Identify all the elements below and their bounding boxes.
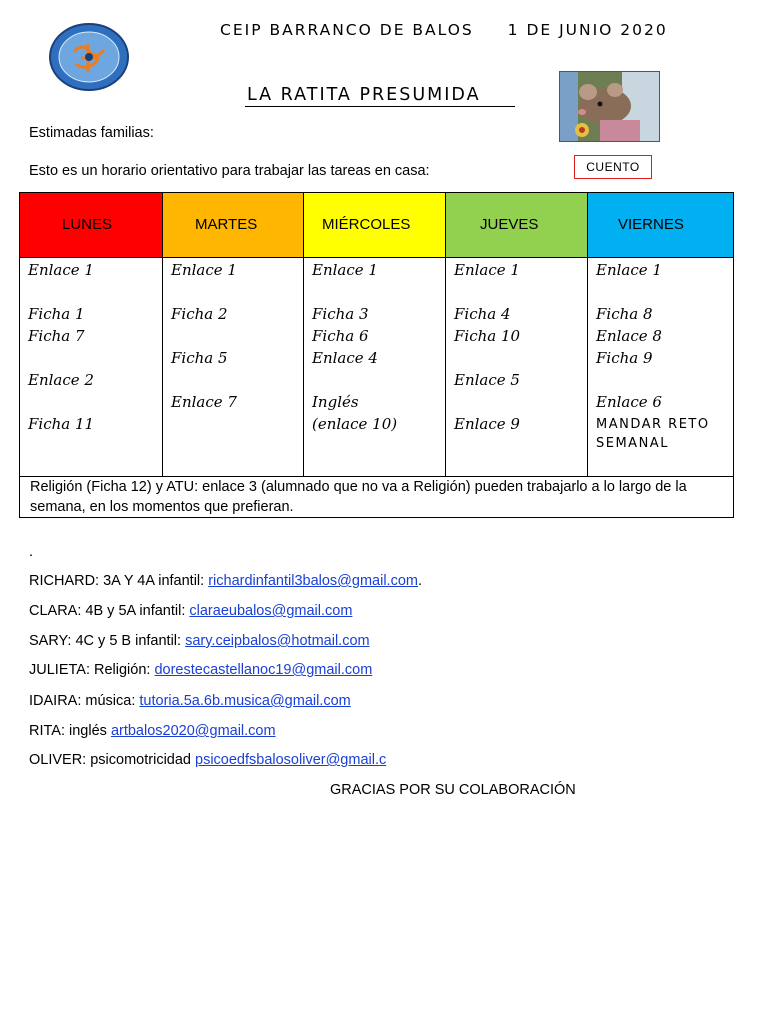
day-header-martes: MARTES <box>163 193 304 258</box>
story-illustration <box>559 71 660 142</box>
task-line: Enlace 5 <box>454 371 520 389</box>
task-line <box>596 369 733 391</box>
contact-richard <box>29 573 422 589</box>
task-line: Enlace 6 <box>596 393 662 411</box>
task-line: Enlace 1 <box>171 261 237 279</box>
document-date: 1 DE JUNIO 2020 <box>507 21 668 39</box>
task-line <box>28 391 162 413</box>
schedule-tasks-row <box>20 258 734 477</box>
task-line: Ficha 9 <box>596 349 653 367</box>
closing-thanks: GRACIAS POR SU COLABORACIÓN <box>330 782 576 798</box>
tasks-jueves <box>446 258 588 477</box>
task-line <box>171 281 303 303</box>
contact-label: IDAIRA: música: <box>29 693 140 709</box>
task-line: Enlace 1 <box>312 261 378 279</box>
task-line <box>454 391 587 413</box>
task-line <box>454 347 587 369</box>
day-header-miercoles: MIÉRCOLES <box>304 193 446 258</box>
tasks-martes <box>163 258 304 477</box>
email-link[interactable]: dorestecastellanoc19@gmail.com <box>154 662 373 678</box>
schedule-header-row <box>20 193 734 258</box>
task-line: Ficha 10 <box>454 327 521 345</box>
schedule-footer-row <box>20 477 734 518</box>
religion-note: Religión (Ficha 12) y ATU: enlace 3 (alumnado que no va a Religión) pueden trabajarlo a lo largo de la semana, en los momentos que prefieran. <box>20 477 734 518</box>
task-line: Enlace 8 <box>596 327 662 345</box>
weekly-schedule-table <box>19 192 734 518</box>
contact-sary <box>29 633 370 649</box>
contact-label: CLARA: 4B y 5A infantil: <box>29 603 190 619</box>
tasks-lunes <box>20 258 163 477</box>
school-name: CEIP BARRANCO DE BALOS <box>220 21 474 39</box>
email-link[interactable]: claraeubalos@gmail.com <box>189 603 353 619</box>
challenge-line: SEMANAL <box>596 436 669 451</box>
task-line <box>28 347 162 369</box>
greeting: Estimadas familias: <box>29 125 154 141</box>
day-header-jueves: JUEVES <box>446 193 588 258</box>
task-line <box>28 281 162 303</box>
contact-clara <box>29 603 352 619</box>
task-line: Enlace 7 <box>171 393 237 411</box>
email-link[interactable]: tutoria.5a.6b.musica@gmail.com <box>139 693 351 709</box>
weekly-challenge-note <box>596 415 733 453</box>
task-line: Enlace 1 <box>454 261 520 279</box>
task-line <box>596 281 733 303</box>
contact-rita <box>29 723 276 739</box>
tasks-miercoles <box>304 258 446 477</box>
task-line <box>312 369 445 391</box>
task-line: Ficha 1 <box>28 305 85 323</box>
task-line: Enlace 4 <box>312 349 378 367</box>
task-line: Ficha 8 <box>596 305 653 323</box>
task-line: Ficha 4 <box>454 305 511 323</box>
contact-oliver <box>29 752 386 768</box>
day-header-viernes: VIERNES <box>588 193 734 258</box>
task-line: Ficha 6 <box>312 327 369 345</box>
contact-suffix: . <box>417 573 422 589</box>
task-line: Enlace 1 <box>596 261 662 279</box>
task-line: Enlace 9 <box>454 415 520 433</box>
contact-julieta <box>29 662 372 678</box>
separator-dot: . <box>29 544 34 560</box>
cuento-link-box[interactable]: CUENTO <box>574 155 652 179</box>
contact-label: OLIVER: psicomotricidad <box>29 752 196 768</box>
contact-label: JULIETA: Religión: <box>29 662 155 678</box>
school-logo <box>48 22 130 92</box>
task-line: Ficha 2 <box>171 305 228 323</box>
task-line <box>454 281 587 303</box>
day-header-lunes: LUNES <box>20 193 163 258</box>
task-line: Ficha 11 <box>28 415 95 433</box>
task-line: Enlace 2 <box>28 371 94 389</box>
email-link[interactable]: richardinfantil3balos@gmail.com <box>208 573 418 589</box>
contact-label: SARY: 4C y 5 B infantil: <box>29 633 186 649</box>
task-line: (enlace 10) <box>312 415 398 433</box>
task-line <box>171 325 303 347</box>
title-underline <box>245 106 515 107</box>
task-line <box>171 369 303 391</box>
email-link[interactable]: sary.ceipbalos@hotmail.com <box>185 633 370 649</box>
story-title: LA RATITA PRESUMIDA <box>247 85 481 105</box>
email-link[interactable]: artbalos2020@gmail.com <box>110 723 276 739</box>
contact-idaira <box>29 693 351 709</box>
task-line: Ficha 7 <box>28 327 85 345</box>
contact-label: RITA: inglés <box>29 723 111 739</box>
school-heading <box>220 21 668 39</box>
task-line: Enlace 1 <box>28 261 94 279</box>
contact-label: RICHARD: 3A Y 4A infantil: <box>29 573 209 589</box>
task-line: Inglés <box>312 393 359 411</box>
challenge-line: MANDAR RETO <box>596 417 710 432</box>
task-line: Ficha 5 <box>171 349 228 367</box>
email-link[interactable]: psicoedfsbalosoliver@gmail.c <box>195 752 387 768</box>
tasks-viernes <box>588 258 734 477</box>
task-line <box>312 281 445 303</box>
intro-text: Esto es un horario orientativo para trabajar las tareas en casa: <box>29 163 430 179</box>
task-line: Ficha 3 <box>312 305 369 323</box>
